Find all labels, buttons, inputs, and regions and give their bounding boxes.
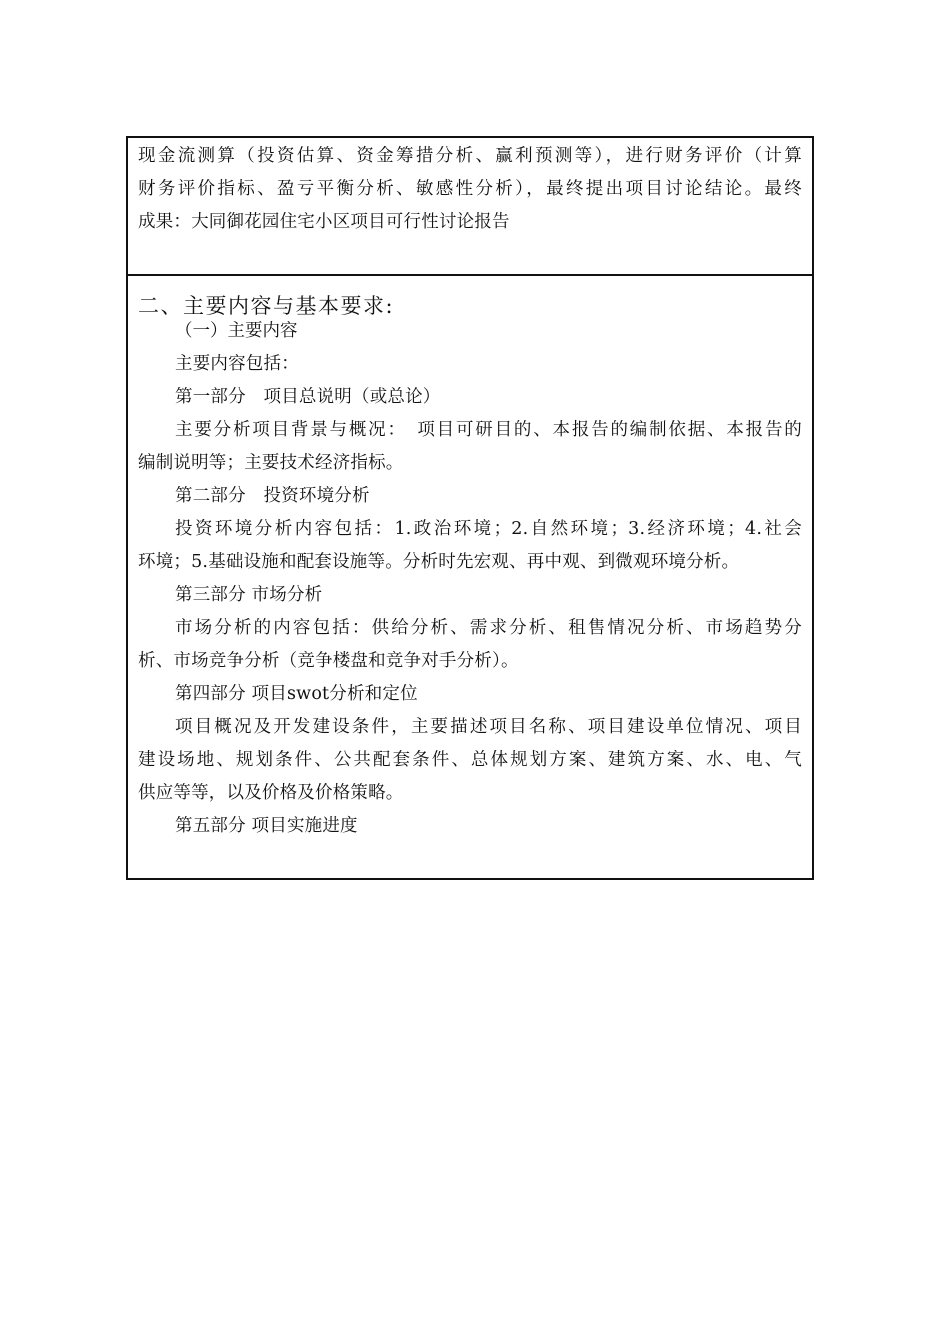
body-text-line: 供应等等，以及价格及价格策略。 bbox=[138, 783, 404, 803]
body-text-line: 投资环境分析内容包括：1.政治环境；2.自然环境；3.经济环境；4.社会 bbox=[175, 519, 802, 539]
part-title: 第五部分 项目实施进度 bbox=[175, 816, 358, 836]
part-title: 第三部分 市场分析 bbox=[175, 585, 323, 605]
part-title: 第二部分 投资环境分析 bbox=[175, 486, 370, 506]
body-text-line: 市场分析的内容包括：供给分析、需求分析、租售情况分析、市场趋势分 bbox=[175, 618, 802, 638]
table-cell-methods bbox=[128, 138, 812, 276]
body-text-line: 编制说明等；主要技术经济指标。 bbox=[138, 453, 404, 473]
content-table bbox=[126, 136, 814, 880]
body-text-line: 成果：大同御花园住宅小区项目可行性讨论报告 bbox=[138, 212, 510, 232]
body-text-line: 主要分析项目背景与概况： 项目可研目的、本报告的编制依据、本报告的 bbox=[175, 420, 802, 440]
section-heading: 二、主要内容与基本要求: bbox=[138, 294, 395, 318]
subsection-heading: （一）主要内容 bbox=[175, 321, 298, 341]
body-text-line: 析、市场竞争分析（竞争楼盘和竞争对手分析）。 bbox=[138, 651, 519, 671]
body-text-line: 现金流测算（投资估算、资金筹措分析、赢利预测等），进行财务评价（计算 bbox=[138, 146, 802, 166]
body-text-line: 环境；5.基础设施和配套设施等。分析时先宏观、再中观、到微观环境分析。 bbox=[138, 552, 740, 572]
part-title: 第一部分 项目总说明（或总论） bbox=[175, 387, 441, 407]
body-text-line: 财务评价指标、盈亏平衡分析、敏感性分析），最终提出项目讨论结论。最终 bbox=[138, 179, 802, 199]
intro-text: 主要内容包括： bbox=[175, 354, 299, 374]
table-cell-main-content bbox=[128, 276, 812, 878]
body-text-line: 项目概况及开发建设条件，主要描述项目名称、项目建设单位情况、项目 bbox=[175, 717, 802, 737]
part-title: 第四部分 项目swot分析和定位 bbox=[175, 684, 418, 704]
body-text-line: 建设场地、规划条件、公共配套条件、总体规划方案、建筑方案、水、电、气 bbox=[138, 750, 802, 770]
